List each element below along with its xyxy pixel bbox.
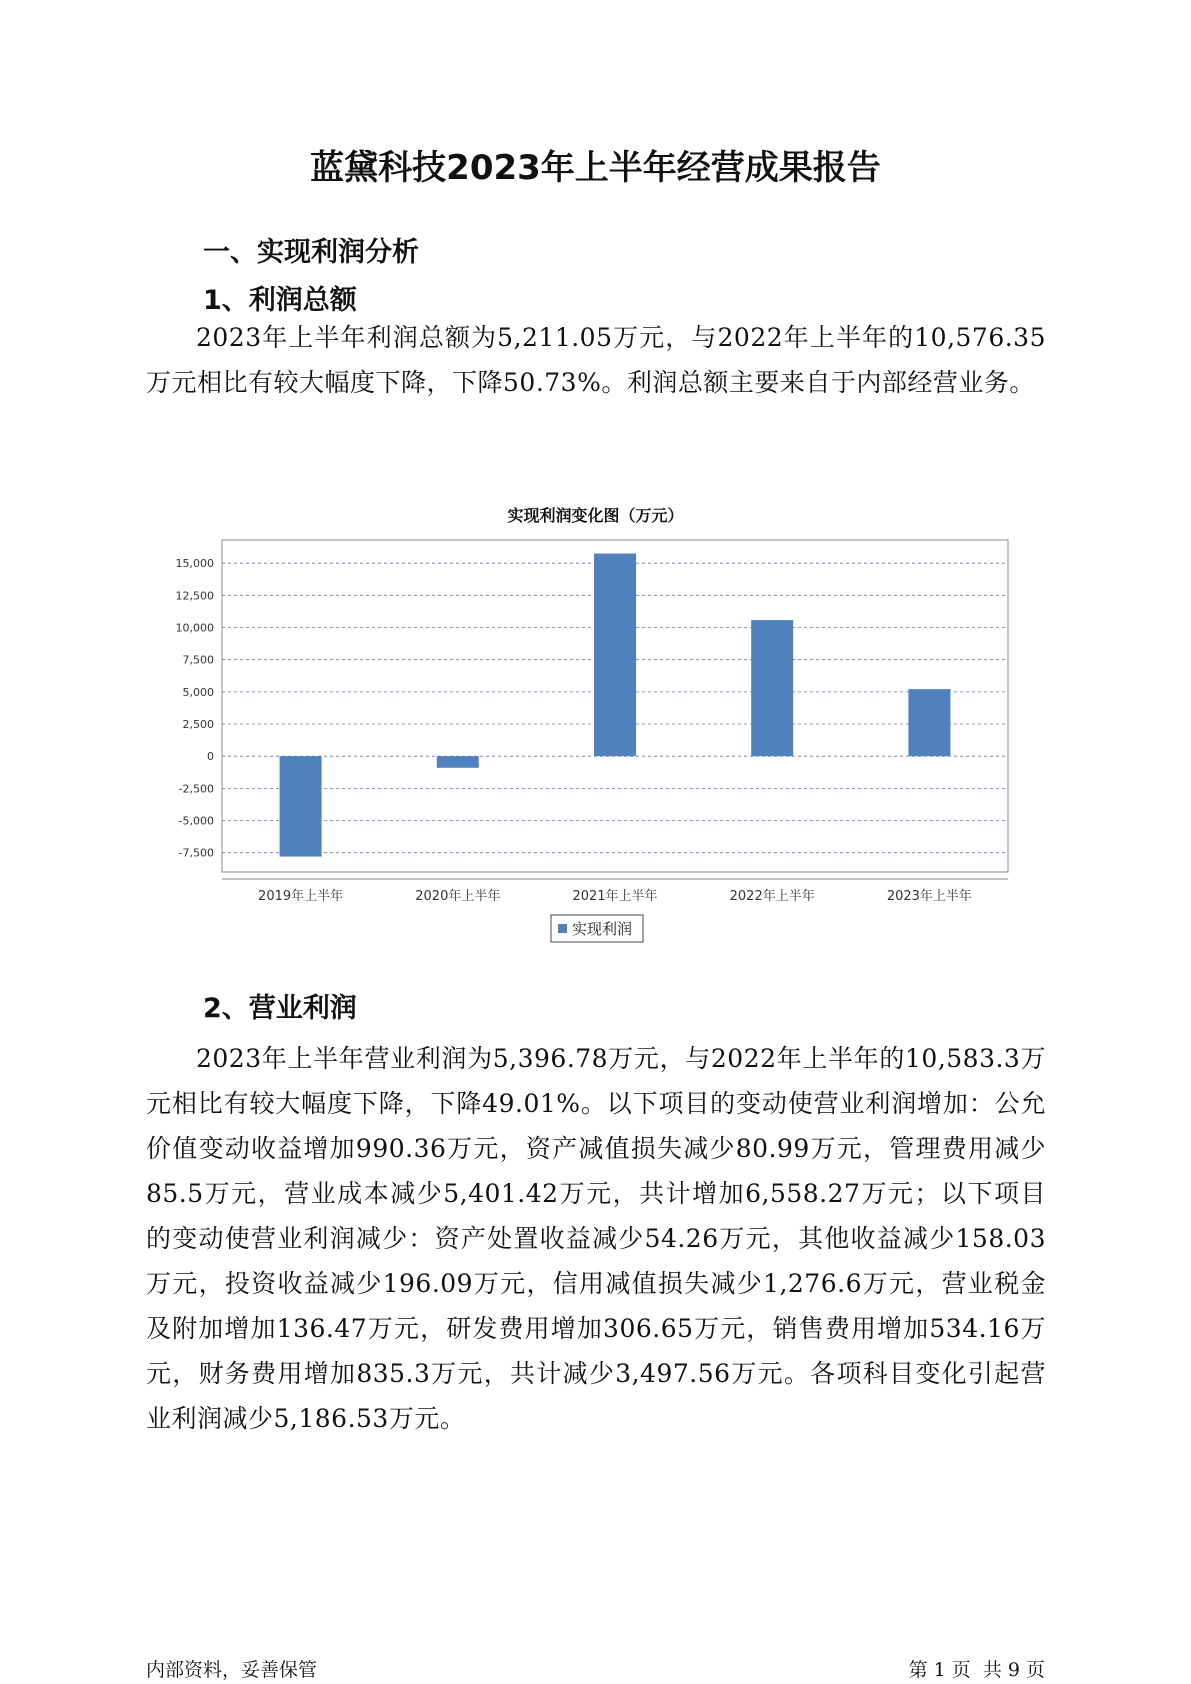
subsection-heading-operating-profit: 2、营业利润 <box>203 993 357 1024</box>
bar-2 <box>437 756 479 768</box>
bar-1 <box>280 756 322 856</box>
x-tick-label: 2020年上半年 <box>415 889 501 904</box>
footer-confidential: 内部资料，妥善保管 <box>146 1659 318 1681</box>
total-profit-paragraph: 2023年上半年利润总额为5,211.05万元，与2022年上半年的10,576.35万元相比有较大幅度下降，下降50.73%。利润总额主要来自于内部经营业务。 <box>146 323 1046 397</box>
legend-label: 实现利润 <box>572 920 633 938</box>
x-tick-label: 2019年上半年 <box>258 889 344 904</box>
y-tick-label: 0 <box>207 750 214 764</box>
legend-swatch <box>558 924 567 933</box>
y-tick-label: 12,500 <box>175 589 214 603</box>
y-tick-label: 15,000 <box>175 557 214 571</box>
y-tick-label: -2,500 <box>178 782 214 796</box>
y-tick-label: 10,000 <box>175 621 214 635</box>
bar-4 <box>751 620 793 756</box>
chart-title: 实现利润变化图（万元） <box>507 506 684 525</box>
operating-profit-paragraph: 2023年上半年营业利润为5,396.78万元，与2022年上半年的10,583.3万元相比有较大幅度下降，下降49.01%。以下项目的变动使营业利润增加：公允价值变动收益增加990.36万元，资产减值损失减少80.99万元，管理费用减少85.5万元，营业成本减少5,401.42万元，共计增加6,558.27万元；以下项目的变动使营业利润减少：资产处置收益减少54.26万元，其他收益减少158.03万元，投资收益减少196.09万元，信用减值损失减少1,276.6万元，营业税金及附加增加136.47万元，研发费用增加306.65万元，销售费用增加534.16万元，财务费用增加835.3万元，共计减少3,497.56万元。各项科目变化引起营业利润减少5,186.53万元。 <box>146 1044 1046 1433</box>
subsection-heading-total-profit: 1、利润总额 <box>203 285 357 316</box>
y-tick-label: -5,000 <box>178 814 214 828</box>
report-title: 蓝黛科技2023年上半年经营成果报告 <box>310 148 881 188</box>
x-tick-label: 2021年上半年 <box>572 889 658 904</box>
bar-5 <box>908 689 950 756</box>
y-tick-label: 2,500 <box>182 718 214 732</box>
footer-page-number: 第 1 页 共 9 页 <box>908 1659 1045 1681</box>
y-tick-label: 7,500 <box>182 653 214 667</box>
y-tick-label: 5,000 <box>182 685 214 699</box>
bar-3 <box>594 554 636 757</box>
y-tick-label: -7,500 <box>178 846 214 860</box>
x-tick-label: 2023年上半年 <box>886 889 972 904</box>
section-heading-profit-analysis: 一、实现利润分析 <box>203 237 419 268</box>
x-tick-label: 2022年上半年 <box>729 889 815 904</box>
